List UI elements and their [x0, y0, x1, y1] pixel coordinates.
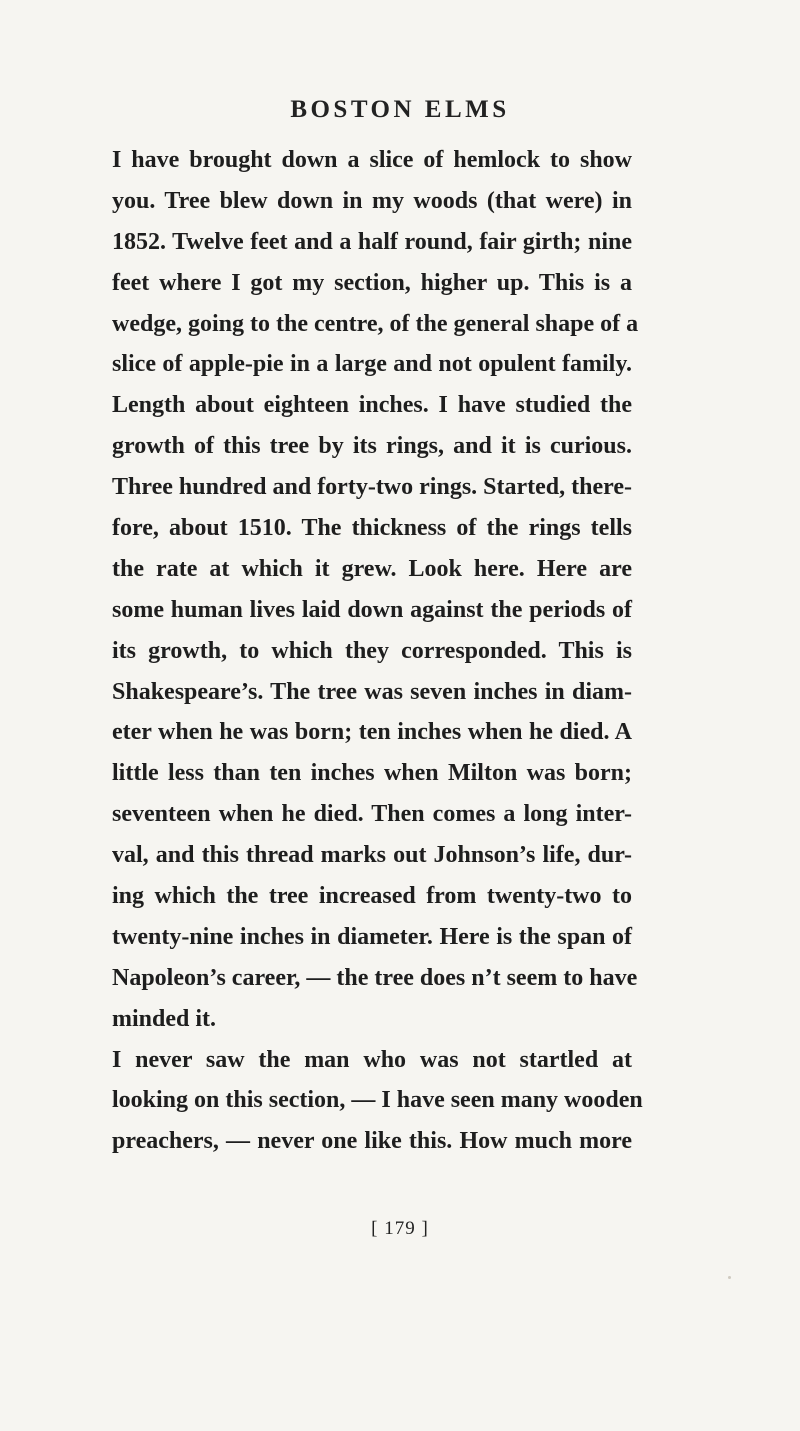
- running-head: BOSTON ELMS: [290, 96, 510, 123]
- text-line: ing which the tree increased from twenty-two to: [112, 883, 632, 910]
- text-line: I have brought down a slice of hemlock to show: [112, 147, 632, 173]
- text-line: slice of apple-pie in a large and not opulent family.: [112, 351, 632, 378]
- text-line: eter when he was born; ten inches when he died. A: [112, 719, 632, 746]
- text-line: val, and this thread marks out Johnson’s life, dur-: [112, 842, 632, 869]
- text-line: seventeen when he died. Then comes a long inter-: [112, 801, 632, 828]
- text-line: preachers, — never one like this. How much more: [112, 1128, 632, 1155]
- text-line: fore, about 1510. The thickness of the rings tells: [112, 515, 632, 542]
- text-line: Shakespeare’s. The tree was seven inches in diam-: [112, 678, 632, 705]
- body-text: [112, 140, 643, 1162]
- text-line: wedge, going to the centre, of the general shape of a: [112, 310, 639, 337]
- page-number: [ 179 ]: [371, 1218, 429, 1239]
- text-line: growth of this tree by its rings, and it is curious.: [112, 433, 632, 460]
- text-line: Length about eighteen inches. I have studied the: [112, 392, 632, 419]
- text-line: looking on this section, — I have seen many wooden: [112, 1087, 643, 1114]
- text-line-paragraph-end: minded it.: [112, 1005, 217, 1032]
- text-line: I never saw the man who was not startled at: [112, 1046, 632, 1073]
- text-line: little less than ten inches when Milton was born;: [112, 760, 632, 787]
- text-line: you. Tree blew down in my woods (that were) in: [112, 187, 632, 214]
- paper-speck: [728, 1276, 731, 1279]
- text-line: Three hundred and forty-two rings. Started, there-: [112, 474, 632, 501]
- text-line: its growth, to which they corresponded. This is: [112, 637, 632, 664]
- text-line: Napoleon’s career, — the tree does n’t seem to have: [112, 964, 638, 991]
- text-line: feet where I got my section, higher up. This is a: [112, 269, 632, 296]
- text-line: 1852. Twelve feet and a half round, fair girth; nine: [112, 228, 632, 255]
- text-line: some human lives laid down against the periods of: [112, 596, 632, 623]
- text-line: twenty-nine inches in diameter. Here is the span of: [112, 923, 632, 950]
- text-line: the rate at which it grew. Look here. Here are: [112, 555, 632, 582]
